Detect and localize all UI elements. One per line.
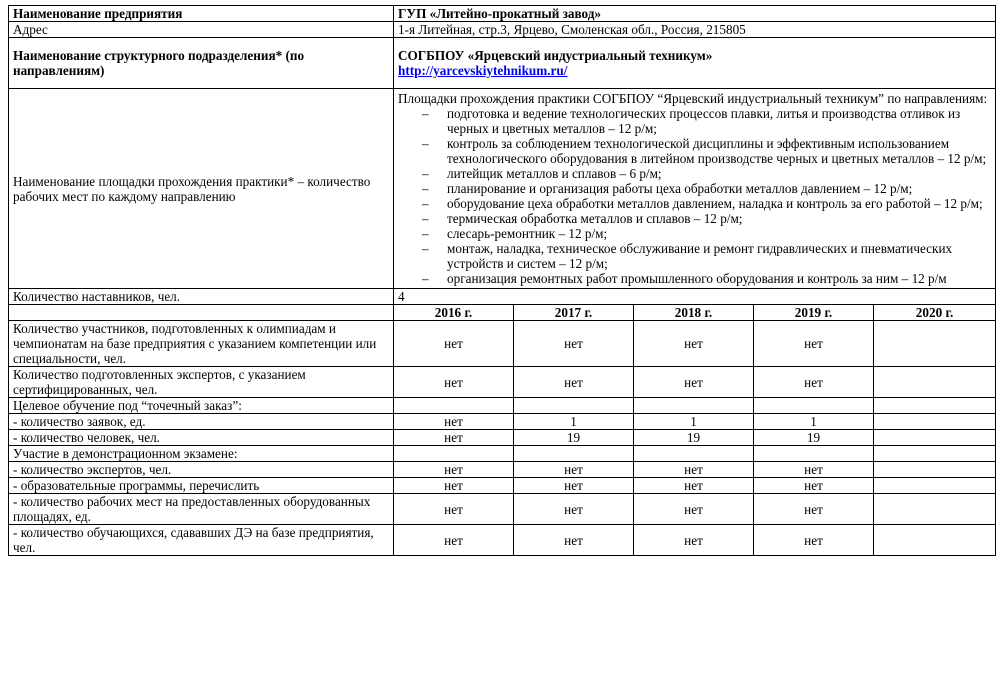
practice-direction-item: – подготовка и ведение технологических процессов плавки, литья и производства отливок из черных и цветных металлов – 12 р/м;	[398, 106, 991, 136]
targeted-value: нет	[394, 414, 514, 430]
stat-label: Количество участников, подготовленных к олимпиадам и чемпионатам на базе предприятия с указанием компетенции или специальности, чел.	[9, 321, 394, 367]
demo-value	[874, 494, 996, 525]
row-targeted-people	[9, 430, 996, 446]
targeted-value: 19	[754, 430, 874, 446]
enterprise-info-table	[8, 5, 996, 556]
empty-cell	[394, 446, 514, 462]
year-header: 2016 г.	[394, 305, 514, 321]
row-targeted-title	[9, 398, 996, 414]
empty-cell	[514, 446, 634, 462]
targeted-value: 19	[634, 430, 754, 446]
demo-value: нет	[394, 525, 514, 556]
practice-directions-list	[398, 106, 991, 286]
practice-direction-item: – контроль за соблюдением технологической дисциплины и эффективным использованием технологического оборудования в литейном производстве черных и цветных металлов – 12 р/м;	[398, 136, 991, 166]
enterprise-label: Наименование предприятия	[9, 6, 394, 22]
empty-cell	[754, 398, 874, 414]
mentors-value: 4	[394, 289, 996, 305]
mentors-label: Количество наставников, чел.	[9, 289, 394, 305]
demo-value: нет	[514, 478, 634, 494]
demo-value: нет	[754, 525, 874, 556]
practice-direction-item: – литейщик металлов и сплавов – 6 р/м;	[398, 166, 991, 181]
row-enterprise	[9, 6, 996, 22]
row-division	[9, 38, 996, 89]
demo-value: нет	[754, 494, 874, 525]
year-header: 2020 г.	[874, 305, 996, 321]
empty-cell	[634, 398, 754, 414]
division-value-cell	[394, 38, 996, 89]
stat-value: нет	[634, 367, 754, 398]
targeted-row-label: - количество человек, чел.	[9, 430, 394, 446]
stat-value: нет	[514, 321, 634, 367]
demo-value: нет	[754, 478, 874, 494]
demo-value: нет	[394, 478, 514, 494]
row-mentors	[9, 289, 996, 305]
demo-row-label: - количество рабочих мест на предоставленных оборудованных площадях, ед.	[9, 494, 394, 525]
stat-value: нет	[754, 321, 874, 367]
demo-row-label: - количество экспертов, чел.	[9, 462, 394, 478]
targeted-value: 1	[754, 414, 874, 430]
row-demo-programs	[9, 478, 996, 494]
address-value: 1-я Литейная, стр.3, Ярцево, Смоленская обл., Россия, 215805	[394, 22, 996, 38]
practice-direction-item: – планирование и организация работы цеха обработки металлов давлением – 12 р/м;	[398, 181, 991, 196]
row-years-header	[9, 305, 996, 321]
targeted-value: 1	[514, 414, 634, 430]
targeted-title: Целевое обучение под “точечный заказ”:	[9, 398, 394, 414]
years-header-blank	[9, 305, 394, 321]
demo-value: нет	[634, 478, 754, 494]
year-header: 2019 г.	[754, 305, 874, 321]
targeted-value	[874, 430, 996, 446]
row-targeted-requests	[9, 414, 996, 430]
targeted-row-label: - количество заявок, ед.	[9, 414, 394, 430]
demo-value: нет	[754, 462, 874, 478]
stat-value: нет	[514, 367, 634, 398]
demo-value: нет	[634, 462, 754, 478]
row-practice	[9, 89, 996, 289]
practice-direction-item: – термическая обработка металлов и сплавов – 12 р/м;	[398, 211, 991, 226]
row-demo-title	[9, 446, 996, 462]
demo-title: Участие в демонстрационном экзамене:	[9, 446, 394, 462]
stat-value: нет	[394, 321, 514, 367]
targeted-value	[874, 414, 996, 430]
practice-value-cell	[394, 89, 996, 289]
stat-value: нет	[634, 321, 754, 367]
practice-label: Наименование площадки прохождения практики* – количество рабочих мест по каждому направлению	[9, 89, 394, 289]
empty-cell	[634, 446, 754, 462]
demo-value: нет	[394, 462, 514, 478]
targeted-value: 1	[634, 414, 754, 430]
demo-value: нет	[514, 494, 634, 525]
practice-direction-item: – слесарь-ремонтник – 12 р/м;	[398, 226, 991, 241]
division-name: СОГБПОУ «Ярцевский индустриальный техникум»	[398, 48, 713, 63]
practice-direction-item: – монтаж, наладка, техническое обслуживание и ремонт гидравлических и пневматических устройств и систем – 12 р/м;	[398, 241, 991, 271]
demo-value: нет	[514, 462, 634, 478]
demo-row-label: - количество обучающихся, сдававших ДЭ на базе предприятия, чел.	[9, 525, 394, 556]
demo-value	[874, 525, 996, 556]
row-demo-experts	[9, 462, 996, 478]
row-demo-students	[9, 525, 996, 556]
demo-value: нет	[634, 494, 754, 525]
stat-label: Количество подготовленных экспертов, с указанием сертифицированных, чел.	[9, 367, 394, 398]
division-label: Наименование структурного подразделения* (по направлениям)	[9, 38, 394, 89]
empty-cell	[874, 446, 996, 462]
practice-intro: Площадки прохождения практики СОГБПОУ “Ярцевский индустриальный техникум” по направлениям:	[398, 91, 988, 106]
row-experts-prepared	[9, 367, 996, 398]
practice-direction-item: – оборудование цеха обработки металлов давлением, наладка и контроль за его работой – 12 р/м;	[398, 196, 991, 211]
division-website-link[interactable]: http://yarcevskiytehnikum.ru/	[398, 63, 568, 78]
row-address	[9, 22, 996, 38]
demo-value: нет	[394, 494, 514, 525]
demo-value: нет	[514, 525, 634, 556]
year-header: 2017 г.	[514, 305, 634, 321]
targeted-value: нет	[394, 430, 514, 446]
practice-direction-item: – организация ремонтных работ промышленного оборудования и контроль за ним – 12 р/м	[398, 271, 991, 286]
address-label: Адрес	[9, 22, 394, 38]
empty-cell	[874, 398, 996, 414]
stat-value	[874, 321, 996, 367]
year-header: 2018 г.	[634, 305, 754, 321]
demo-row-label: - образовательные программы, перечислить	[9, 478, 394, 494]
demo-value: нет	[634, 525, 754, 556]
empty-cell	[394, 398, 514, 414]
demo-value	[874, 478, 996, 494]
stat-value: нет	[754, 367, 874, 398]
demo-value	[874, 462, 996, 478]
empty-cell	[514, 398, 634, 414]
enterprise-value: ГУП «Литейно-прокатный завод»	[394, 6, 996, 22]
stat-value	[874, 367, 996, 398]
empty-cell	[754, 446, 874, 462]
stat-value: нет	[394, 367, 514, 398]
row-demo-workplaces	[9, 494, 996, 525]
row-olympiad-participants	[9, 321, 996, 367]
document-page	[8, 5, 995, 556]
targeted-value: 19	[514, 430, 634, 446]
